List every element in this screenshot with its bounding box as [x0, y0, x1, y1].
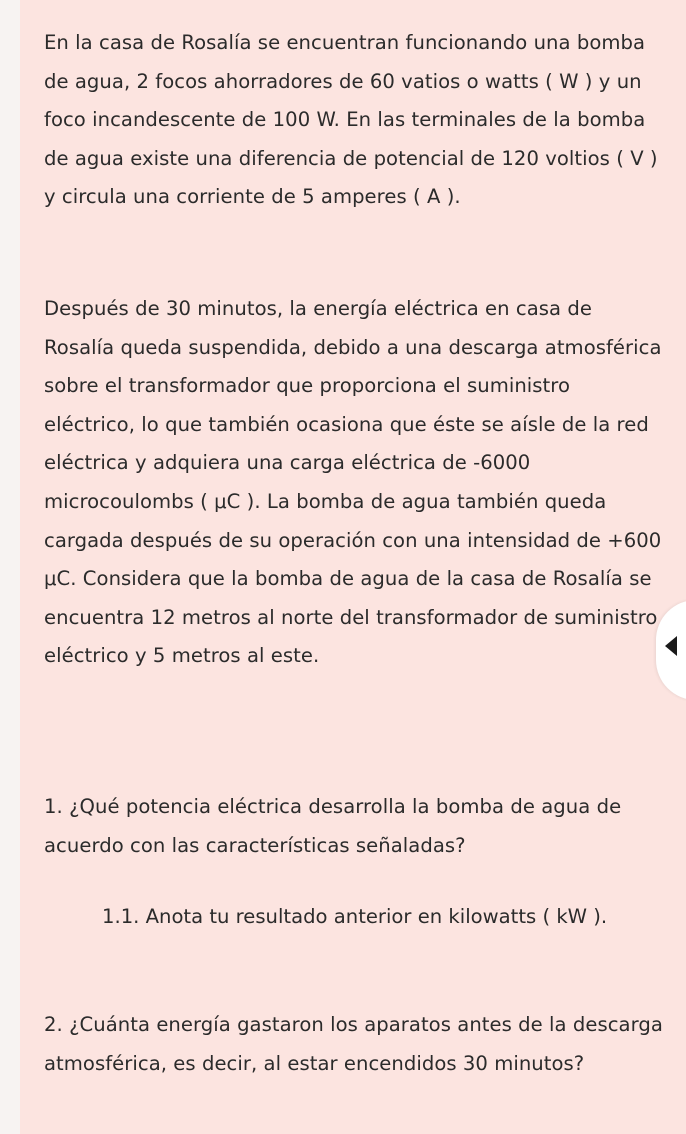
question-2: 2. ¿Cuánta energía gastaron los aparatos antes de la descarga atmosférica, es decir, al estar encendidos 30 minutos? — [44, 1013, 663, 1075]
intro-paragraph: En la casa de Rosalía se encuentran funcionando una bomba de agua, 2 focos ahorradores de 60 vatios o watts ( W ) y un foco incandescente de 100 W. En las terminales de la bomba de agua existe una diferencia de potencial de 120 voltios ( V ) y circula una corriente de 5 amperes ( A ). — [44, 31, 658, 209]
question-1: 1. ¿Qué potencia eléctrica desarrolla la bomba de agua de acuerdo con las características señaladas? — [44, 795, 622, 857]
problem-card — [20, 0, 686, 1134]
question-1-1: 1.1. Anota tu resultado anterior en kilowatts ( kW ). — [102, 905, 608, 928]
scenario-paragraph: Después de 30 minutos, la energía eléctrica en casa de Rosalía queda suspendida, debido a una descarga atmosférica sobre el transformador que proporciona el suministro eléctrico, lo que también ocasiona que éste se aísle de la red eléctrica y adquiera una carga eléctrica de -6000 microcoulombs ( μC ). La bomba de agua también queda cargada después de su operación con una intensidad de +600 μC. Considera que la bomba de agua de la casa de Rosalía se encuentra 12 metros al norte del transformador de suministro eléctrico y 5 metros al este. — [44, 297, 662, 668]
chevron-left-icon — [665, 636, 677, 656]
